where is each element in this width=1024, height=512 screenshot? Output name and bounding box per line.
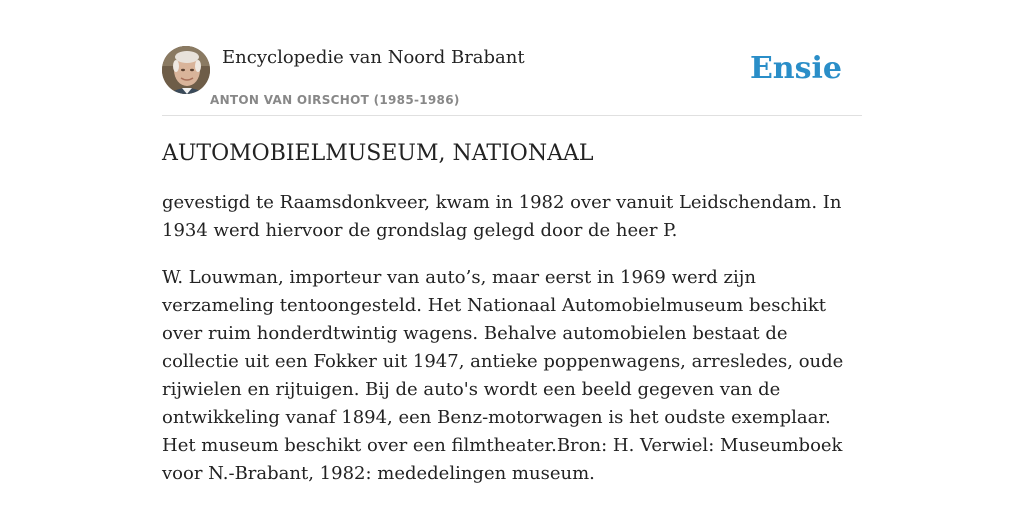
entry-card: [162, 40, 862, 488]
entry-paragraph-1: gevestigd te Raamsdonkveer, kwam in 1982 over vanuit Leidschendam. In 1934 werd hiervoor de grondslag gelegd door de heer P.: [162, 192, 842, 241]
entry-title: AUTOMOBIELMUSEUM, NATIONAAL: [162, 141, 594, 166]
author-avatar[interactable]: [162, 46, 210, 94]
author-name[interactable]: ANTON VAN OIRSCHOT (1985-1986): [210, 93, 460, 107]
entry-paragraph-2: W. Louwman, importeur van auto’s, maar eerst in 1969 werd zijn verzameling tentoongesteld. Het Nationaal Automobielmuseum beschikt over ruim honderdtwintig wagens. Behalve automobielen bestaat de collectie uit een Fokker uit 1947, antieke poppenwagens, arresledes, oude rijwielen en rijtuigen. Bij de auto's wordt een beeld gegeven van de ontwikkeling vanaf 1894, een Benz-motorwagen is het oudste exemplaar. Het museum beschikt over een filmtheater.Bron: H. Verwiel: Museumboek voor N.-Brabant, 1982: mededelingen museum.: [162, 267, 844, 484]
ensie-logo[interactable]: Ensie: [749, 51, 842, 86]
source-title[interactable]: Encyclopedie van Noord Brabant: [222, 47, 525, 68]
portrait-icon: [162, 46, 210, 94]
entry-header: [162, 40, 862, 116]
